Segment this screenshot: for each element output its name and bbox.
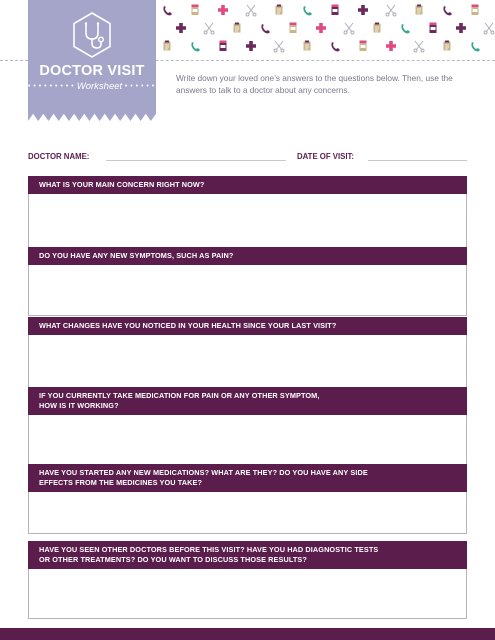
medical-icon-pattern xyxy=(155,0,495,58)
question-heading: WHAT CHANGES HAVE YOU NOTICED IN YOUR HEALTH SINCE YOUR LAST VISIT? xyxy=(28,317,467,335)
medical-cross-icon xyxy=(246,41,256,51)
clipboard-icon xyxy=(234,23,241,33)
answer-area[interactable] xyxy=(28,265,467,316)
doctor-name-field[interactable] xyxy=(106,160,286,161)
question-heading: WHAT IS YOUR MAIN CONCERN RIGHT NOW? xyxy=(28,176,467,194)
pill-bottle-icon xyxy=(472,5,479,16)
pill-bottle-icon xyxy=(290,23,297,34)
stethoscope-icon xyxy=(72,12,112,58)
subtitle-dots-left: • • • • • • • • • xyxy=(28,82,75,90)
medical-cross-icon xyxy=(218,5,228,15)
medical-cross-icon xyxy=(456,23,466,33)
medical-cross-icon xyxy=(358,5,368,15)
question-heading: IF YOU CURRENTLY TAKE MEDICATION FOR PAIN OR ANY OTHER SYMPTOM, HOW IS IT WORKING? xyxy=(28,387,467,415)
phone-icon xyxy=(303,6,312,16)
scissors-icon xyxy=(414,41,424,52)
answer-area[interactable] xyxy=(28,335,467,389)
page-title: DOCTOR VISIT xyxy=(39,63,145,79)
question-box-6 xyxy=(28,541,467,619)
question-box-3 xyxy=(28,317,467,389)
clipboard-icon xyxy=(374,23,381,33)
question-heading: HAVE YOU SEEN OTHER DOCTORS BEFORE THIS VISIT? HAVE YOU HAD DIAGNOSTIC TESTS OR OTHER TREATMENTS? DO YOU WANT TO DISCUSS THOSE RESULTS? xyxy=(28,541,467,569)
clipboard-icon xyxy=(304,41,311,51)
medical-cross-icon xyxy=(316,23,326,33)
phone-icon xyxy=(401,24,410,34)
pill-bottle-icon xyxy=(360,41,367,52)
phone-icon xyxy=(443,6,452,16)
phone-icon xyxy=(163,6,172,16)
phone-icon xyxy=(191,42,200,52)
phone-icon xyxy=(331,42,340,52)
clipboard-icon xyxy=(416,5,423,15)
title-banner xyxy=(28,0,171,121)
question-box-2 xyxy=(28,247,467,316)
subtitle-text: Worksheet xyxy=(76,81,123,92)
clipboard-icon xyxy=(276,5,283,15)
answer-area[interactable] xyxy=(28,194,467,249)
page-subtitle xyxy=(28,81,171,92)
pill-bottle-icon xyxy=(332,5,339,16)
pill-bottle-icon xyxy=(220,41,227,52)
scissors-icon xyxy=(204,23,214,34)
phone-icon xyxy=(261,24,270,34)
medical-cross-icon xyxy=(386,41,396,51)
pill-bottle-icon xyxy=(192,5,199,16)
doctor-name-label: DOCTOR NAME: xyxy=(28,152,90,161)
phone-icon xyxy=(471,42,480,52)
scissors-icon xyxy=(344,23,354,34)
scissors-icon xyxy=(484,23,494,34)
footer-bar xyxy=(0,628,495,640)
question-box-4 xyxy=(28,387,467,469)
scissors-icon xyxy=(246,5,256,16)
subtitle-dots-right: • • • • • • • • • xyxy=(124,82,171,90)
date-of-visit-label: DATE OF VISIT: xyxy=(297,152,355,161)
date-of-visit-field[interactable] xyxy=(368,160,467,161)
answer-area[interactable] xyxy=(28,415,467,469)
pill-bottle-icon xyxy=(430,23,437,34)
answer-area[interactable] xyxy=(28,569,467,619)
scissors-icon xyxy=(386,5,396,16)
answer-area[interactable] xyxy=(28,492,467,534)
question-heading: HAVE YOU STARTED ANY NEW MEDICATIONS? WHAT ARE THEY? DO YOU HAVE ANY SIDE EFFECTS FROM THE MEDICINES YOU TAKE? xyxy=(28,464,467,492)
medical-cross-icon xyxy=(176,23,186,33)
scissors-icon xyxy=(274,41,284,52)
question-heading: DO YOU HAVE ANY NEW SYMPTOMS, SUCH AS PAIN? xyxy=(28,247,467,265)
clipboard-icon xyxy=(164,41,171,51)
instructions-text: Write down your loved one’s answers to the questions below. Then, use the answers to talk to a doctor about any concerns. xyxy=(176,73,453,95)
clipboard-icon xyxy=(444,41,451,51)
question-box-1 xyxy=(28,176,467,249)
question-box-5 xyxy=(28,464,467,534)
